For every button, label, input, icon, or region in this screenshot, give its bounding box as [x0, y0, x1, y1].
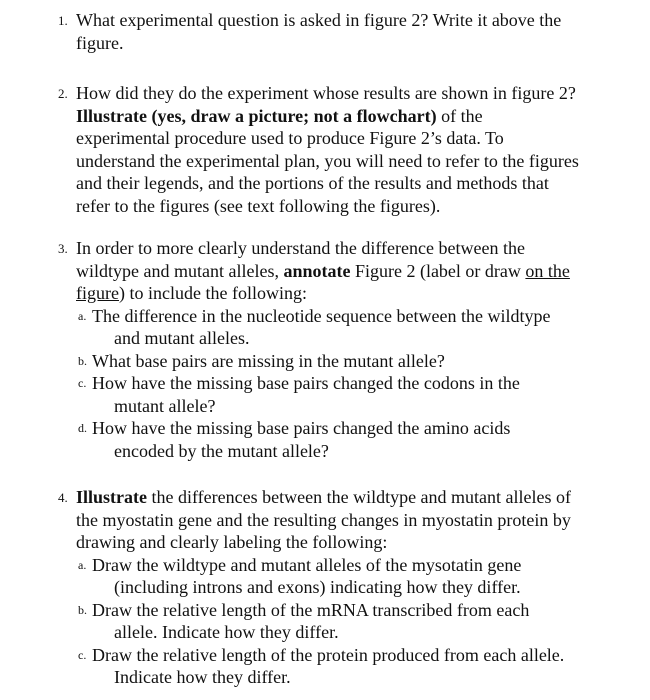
question-text: How did they do the experiment whose results are shown in figure 2?	[76, 83, 576, 103]
sub-item-letter: b.	[78, 602, 87, 617]
question-text: understand the experimental plan, you will need to refer to the figures	[76, 150, 579, 171]
sub-item-letter: a.	[78, 308, 87, 323]
sub-item-text: allele. Indicate how they differ.	[114, 622, 339, 642]
emphasis-text: Illustrate	[76, 487, 147, 507]
sub-item-text: mutant allele?	[114, 395, 216, 416]
question-text: Illustrate the differences between the wildtype and mutant alleles of	[76, 487, 572, 507]
sub-item-text: and mutant alleles.	[114, 328, 250, 348]
question-text: and their legends, and the portions of the results and methods that	[76, 173, 549, 193]
question-text: figure) to include the following:	[76, 283, 307, 303]
sub-item-text: (including introns and exons) indicating how they differ.	[114, 577, 521, 597]
sub-item-b	[78, 350, 632, 373]
question-number: 4.	[58, 490, 68, 505]
question-text: experimental procedure used to produce Figure 2’s data. To	[76, 128, 504, 148]
sub-item-text: How have the missing base pairs changed the codons in the	[92, 373, 520, 393]
question-text: Illustrate (yes, draw a picture; not a flowchart) of the	[76, 105, 483, 126]
question-4	[0, 486, 650, 689]
question-text: figure.	[76, 32, 124, 53]
question-number: 2.	[58, 86, 68, 101]
sub-item-text: Draw the relative length of the mRNA transcribed from each	[92, 599, 530, 620]
question-text: drawing and clearly labeling the following:	[76, 532, 388, 552]
sub-item-text: What base pairs are missing in the mutant allele?	[92, 350, 445, 371]
sub-item-c	[78, 372, 632, 417]
sub-item-letter: a.	[78, 557, 87, 572]
underlined-text: on the	[525, 260, 570, 281]
sub-item-letter: c.	[78, 376, 87, 390]
emphasis-text: Illustrate (yes, draw a picture; not a flowchart)	[76, 105, 437, 126]
sub-item-c	[78, 644, 632, 689]
sub-item-text: The difference in the nucleotide sequence between the wildtype	[92, 305, 551, 326]
sub-item-letter: b.	[78, 353, 87, 368]
question-number: 3.	[58, 241, 68, 256]
sub-item-d	[78, 417, 632, 462]
sub-item-text: Draw the wildtype and mutant alleles of the mysotatin gene	[92, 554, 522, 575]
question-text: In order to more clearly understand the difference between the	[76, 238, 525, 258]
question-text: wildtype and mutant alleles, annotate Figure 2 (label or draw on the	[76, 260, 570, 281]
question-text: the myostatin gene and the resulting changes in myostatin protein by	[76, 509, 571, 530]
question-1	[0, 9, 650, 54]
sub-item-letter: c.	[78, 647, 87, 662]
sub-item-a	[78, 305, 632, 350]
question-2	[0, 82, 650, 217]
question-number: 1.	[58, 13, 68, 28]
question-text: What experimental question is asked in figure 2? Write it above the	[76, 10, 562, 30]
question-3	[0, 237, 650, 462]
sub-item-letter: d.	[78, 421, 87, 435]
sub-item-text: Indicate how they differ.	[114, 667, 291, 687]
question-text: refer to the figures (see text following the figures).	[76, 195, 441, 216]
sub-item-text: encoded by the mutant allele?	[114, 440, 329, 461]
emphasis-text: annotate	[283, 260, 351, 281]
sub-item-a	[78, 554, 632, 599]
sub-item-b	[78, 599, 632, 644]
underlined-text: figure	[76, 283, 119, 303]
sub-item-text: How have the missing base pairs changed the amino acids	[92, 418, 511, 438]
sub-item-text: Draw the relative length of the protein produced from each allele.	[92, 644, 565, 665]
